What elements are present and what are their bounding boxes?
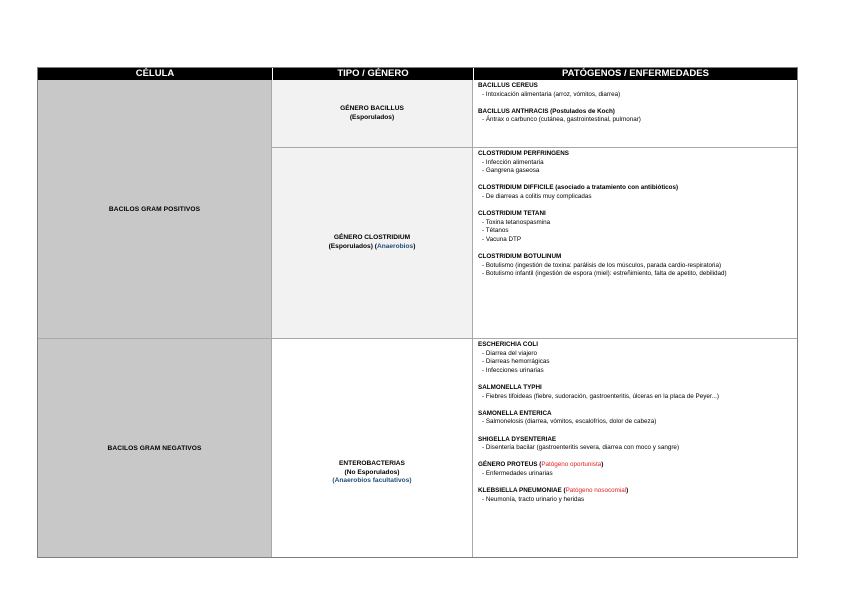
header-cell: CÉLULA [38, 68, 272, 80]
genus-note: (Esporulados) ( [328, 243, 377, 250]
pathogen-name: BACILLUS CEREUS [478, 82, 538, 89]
pathogen-note: (asociado a tratamiento con antibióticos) [553, 184, 679, 192]
pathogen-item: - Infecciones urinarias [482, 366, 544, 374]
pathogen-item: - Botulismo (ingestión de toxina: parálisis de los músculos, parada cardio-respiratoria) [482, 261, 722, 269]
pathogen-table [37, 67, 798, 558]
pathogen-item: - Botulismo infantil (ingestión de espora (miel): estreñimiento, falta de apetito, debilidad) [482, 270, 727, 278]
genus-clostridium [272, 148, 473, 338]
pathogen-item: - Diarrea del viajero [482, 349, 537, 357]
pathogen-name: CLOSTRIDIUM TETANI [478, 210, 546, 218]
pathogen-item: - Fiebres tifoideas (fiebre, sudoración, gastroenteritis, úlceras en la placa de Peyer...) [482, 392, 719, 400]
genus-enterobacterias [272, 339, 473, 557]
cell-gram-positive [38, 80, 272, 338]
cell-gram-negative [38, 339, 272, 557]
pathogen-name: BACILLUS ANTHRACIS [478, 107, 549, 115]
pathogen-item: - Intoxicación alimentaria (arroz, vómitos, diarrea) [482, 90, 621, 98]
genus-note: (Esporulados) [349, 113, 395, 121]
header-pathogens: PATÓGENOS / ENFERMEDADES [473, 68, 797, 80]
pathogen-item: - Vacuna DTP [482, 235, 522, 243]
genus-name: GÉNERO BACILLUS [340, 104, 404, 112]
header-type: TIPO / GÉNERO [272, 68, 473, 80]
pathogen-name: CLOSTRIDIUM PERFRINGENS [478, 150, 569, 157]
pathogen-item: - Disentería bacilar (gastroenteritis severa, diarrea con moco y sangre) [482, 444, 680, 452]
cell-label: BACILOS GRAM POSITIVOS [108, 205, 201, 213]
pathogen-name: KLEBSIELLA PNEUMONIAE [478, 487, 562, 495]
pathogens-clostridium [473, 148, 797, 338]
pathogen-note-red: Patógeno nosocomial [565, 487, 627, 495]
pathogen-name: SAMONELLA ENTERICA [478, 409, 552, 417]
pathogen-note-open: ( [537, 461, 542, 469]
genus-name: GÉNERO CLOSTRIDIUM [333, 234, 411, 242]
pathogen-note: (Postulados de Koch) [548, 107, 615, 115]
pathogen-name: GÉNERO PROTEUS [478, 461, 538, 469]
genus-anaerobic: (Anaerobios facultativos) [332, 477, 412, 485]
pathogen-item: - Tétanos [482, 227, 509, 235]
genus-note: (No Esporulados) [344, 468, 400, 476]
pathogen-note-red: Patógeno oportunista [541, 461, 602, 469]
pathogens-bacillus [473, 80, 797, 147]
genus-name: ENTEROBACTERIAS [339, 459, 405, 467]
pathogen-note-close: ) [626, 487, 629, 495]
pathogen-item: - Gangrena gaseosa [482, 167, 540, 175]
pathogen-name: SHIGELLA DYSENTERIAE [478, 435, 557, 443]
pathogens-enterobacterias [473, 339, 797, 557]
pathogen-item: - Enfermedades urinarias [482, 469, 553, 477]
pathogen-name: SALMONELLA TYPHI [478, 383, 542, 391]
pathogen-item: - Diarreas hemorrágicas [482, 358, 550, 366]
pathogen-note-close: ) [601, 461, 604, 469]
pathogen-name: CLOSTRIDIUM DIFFICILE [478, 184, 554, 192]
pathogen-item: - De diarreas a colitis muy complicadas [482, 192, 592, 200]
pathogen-note-open: ( [561, 487, 566, 495]
genus-anaerobic: Anaerobios [376, 243, 414, 250]
pathogen-item: - Ántrax o carbunco (cutánea, gastrointestinal, pulmonar) [482, 116, 641, 124]
genus-bacillus [272, 80, 473, 147]
pathogen-name: ESCHERICHIA COLI [478, 341, 538, 348]
pathogen-item: - Toxina tetanospasmina [482, 218, 551, 226]
cell-label: BACILOS GRAM NEGATIVOS [107, 444, 202, 452]
pathogen-name: CLOSTRIDIUM BOTULINUM [478, 253, 562, 261]
pathogen-item: - Neumonía, tracto urinario y heridas [482, 495, 585, 503]
genus-note-end: ) [413, 243, 416, 250]
pathogen-item: - Salmonelosis (diarrea, vómitos, escalofríos, dolor de cabeza) [482, 418, 657, 426]
pathogen-item: - Infección alimentaria [482, 158, 544, 166]
